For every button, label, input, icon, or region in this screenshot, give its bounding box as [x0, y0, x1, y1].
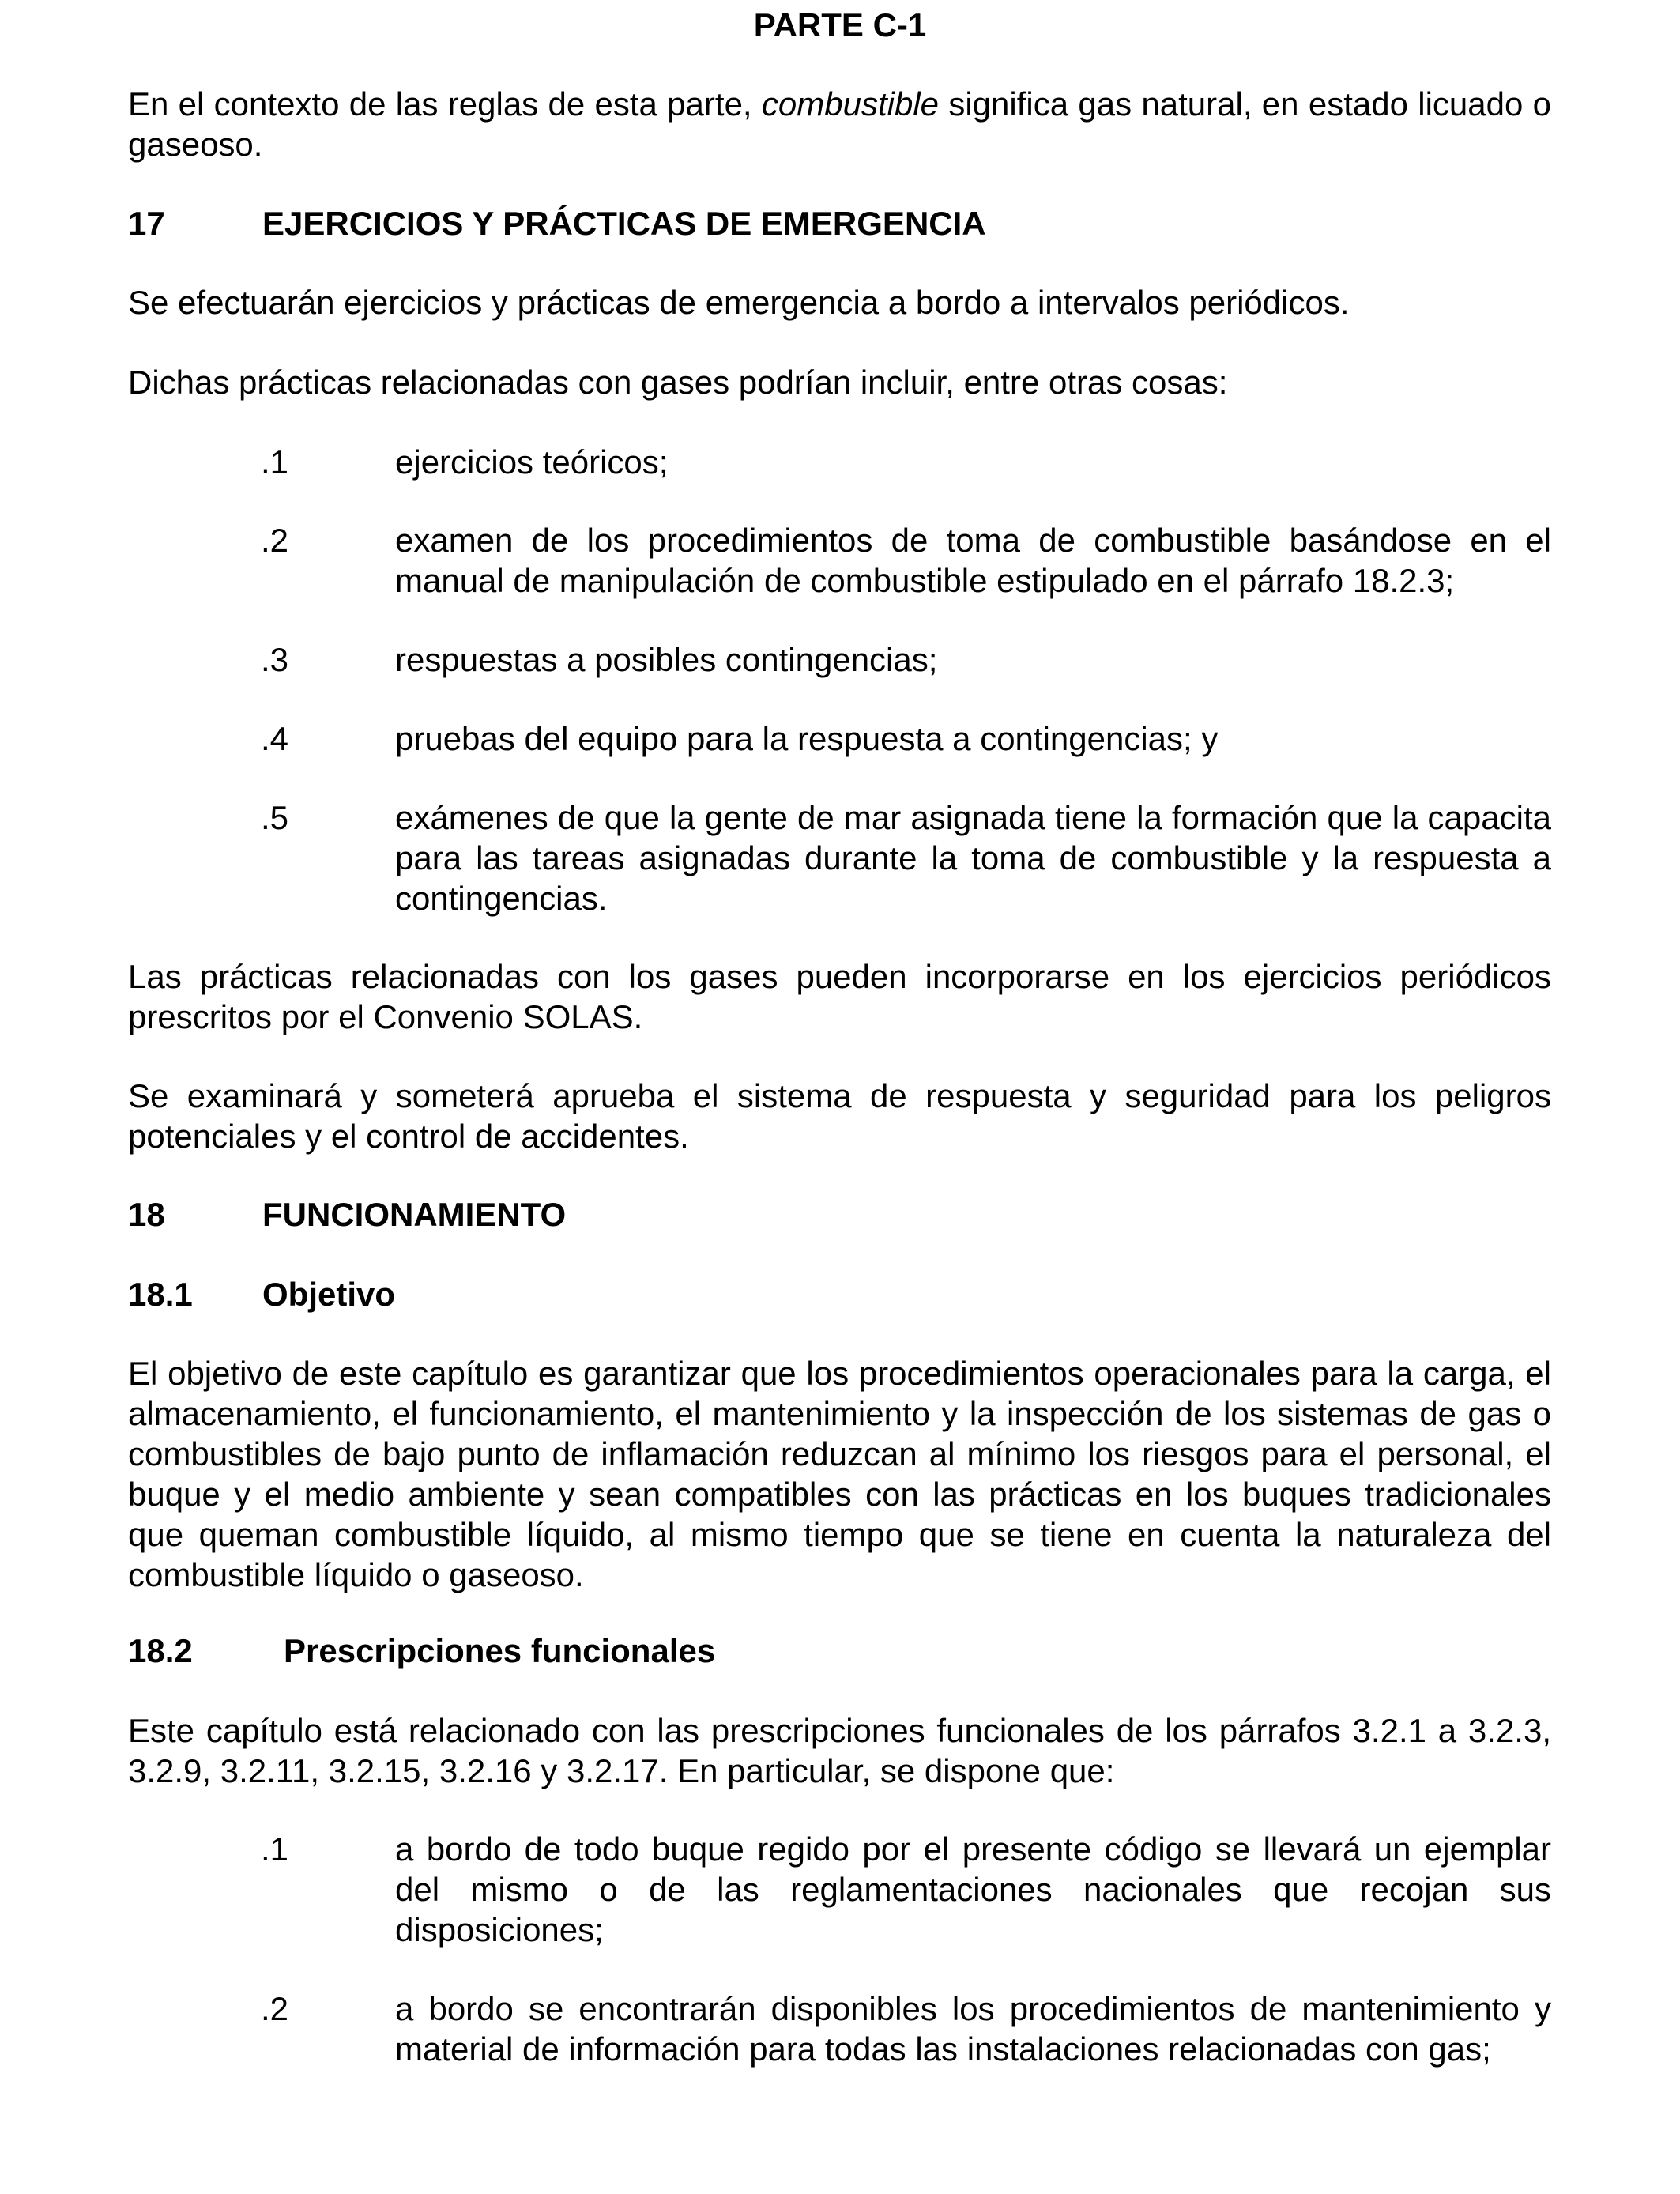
section-17-paragraph-3: Las prácticas relacionadas con los gases pueden incorporarse en los ejercicios periódicos prescritos por el Convenio SOLAS. [128, 958, 1551, 1035]
section-18-1-number: 18.1 [128, 1276, 193, 1313]
list-item [261, 520, 1551, 601]
list-item-marker: .5 [261, 799, 289, 836]
list-item-text: pruebas del equipo para la respuesta a contingencias; y [395, 720, 1219, 757]
section-18-1-title: Objetivo [262, 1276, 396, 1313]
list-item-marker: .2 [261, 522, 289, 559]
section-18-1-paragraph: El objetivo de este capítulo es garantizar que los procedimientos operacionales para la carga, el almacenamiento, el funcionamiento, el mantenimiento y la inspección de los sistemas de gas o combustibles de bajo punto de inflamación reduzcan al mínimo los riesgos para el personal, el buque y el medio ambiente y sean compatibles con las prácticas en los buques tradicionales que queman combustible líquido, al mismo tiempo que se tiene en cuenta la naturaleza del combustible líquido o gaseoso. [128, 1355, 1551, 1593]
list-item-text: a bordo se encontrarán disponibles los procedimientos de mantenimiento y material de información para todas las instalaciones relacionadas con gas; [395, 1990, 1551, 2068]
section-18-heading [128, 1194, 1551, 1235]
list-item-text: examen de los procedimientos de toma de combustible basándose en el manual de manipulación de combustible estipulado en el párrafo 18.2.3; [395, 522, 1551, 599]
intro-text-end: significa gas natural, en estado licuado o gaseoso. [128, 85, 1552, 163]
section-18-2-paragraph: Este capítulo está relacionado con las prescripciones funcionales de los párrafos 3.2.1 a 3.2.3, 3.2.9, 3.2.11, 3.2.15, 3.2.16 y 3.2.17. En particular, se dispone que: [128, 1712, 1551, 1789]
section-17-number: 17 [128, 205, 165, 242]
list-item-marker: .3 [261, 641, 289, 678]
list-item-marker: .1 [261, 1830, 289, 1868]
section-18-2-title: Prescripciones funcionales [284, 1632, 716, 1669]
section-18-number: 18 [128, 1196, 165, 1233]
page-title: PARTE C-1 [753, 6, 927, 43]
list-item [261, 797, 1551, 918]
section-18-2-number: 18.2 [128, 1632, 193, 1669]
section-17-paragraph-1: Se efectuarán ejercicios y prácticas de emergencia a bordo a intervalos periódicos. [128, 284, 1350, 321]
list-item-marker: .2 [261, 1990, 289, 2027]
list-item [261, 1989, 1551, 2069]
section-17-heading [128, 203, 1551, 243]
section-17-paragraph-2: Dichas prácticas relacionadas con gases podrían incluir, entre otras cosas: [128, 364, 1228, 401]
section-18-1-heading [128, 1274, 1551, 1314]
list-item-text: respuestas a posibles contingencias; [395, 641, 938, 678]
intro-text-start: En el contexto de las reglas de esta parte, [128, 85, 762, 123]
section-17-paragraph-4: Se examinará y someterá aprueba el sistema de respuesta y seguridad para los peligros potenciales y el control de accidentes. [128, 1077, 1551, 1155]
section-18-2-heading [128, 1630, 1551, 1671]
list-item-marker: .1 [261, 443, 289, 481]
list-item [261, 1829, 1551, 1950]
list-item-marker: .4 [261, 720, 289, 757]
intro-italic-term: combustible [761, 85, 940, 123]
section-17-title: EJERCICIOS Y PRÁCTICAS DE EMERGENCIA [262, 205, 986, 242]
list-item-text: exámenes de que la gente de mar asignada tiene la formación que la capacita para las tareas asignadas durante la toma de combustible y la respuesta a contingencias. [395, 799, 1551, 917]
list-item [261, 718, 1551, 759]
list-item-text: ejercicios teóricos; [395, 443, 669, 481]
list-item [261, 442, 1551, 482]
intro-paragraph [128, 84, 1551, 164]
section-18-title: FUNCIONAMIENTO [262, 1196, 567, 1233]
list-item [261, 639, 1551, 680]
list-item-text: a bordo de todo buque regido por el presente código se llevará un ejemplar del mismo o de las reglamentaciones nacionales que recojan sus disposiciones; [395, 1830, 1551, 1948]
